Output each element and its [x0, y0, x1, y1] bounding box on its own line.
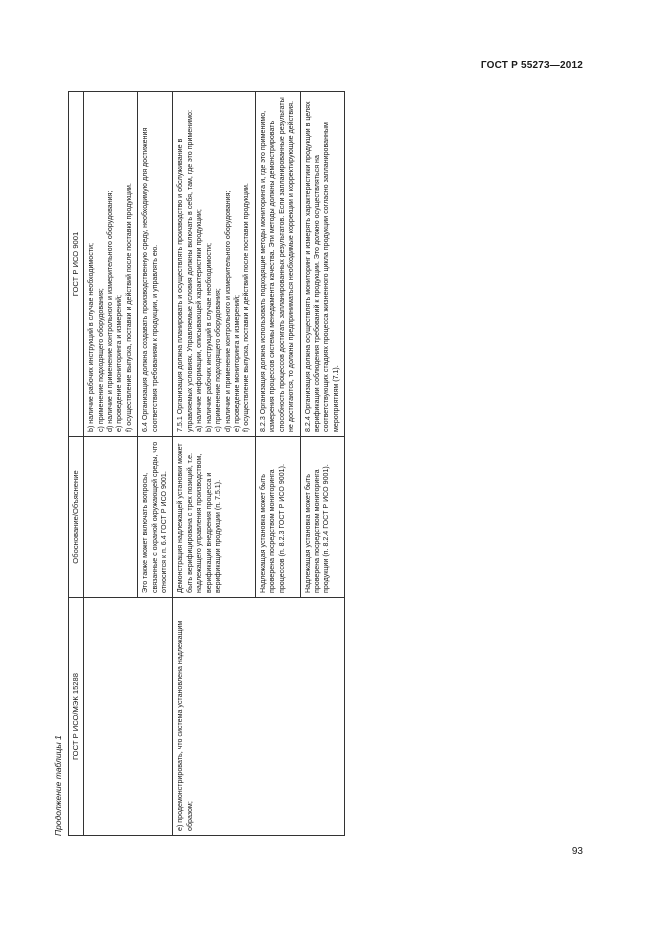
table-caption: Продолжение таблицы 1 [53, 735, 63, 836]
comparison-table [68, 91, 345, 836]
cell-rationale: Надлежащая установка может быть проверена посредством мониторинга продукции (п. 8.2.4 ГОСТ Р ИСО 9001). [300, 437, 345, 598]
list-item: f) осуществление выпуска, поставки и действий после поставки продукции. [124, 183, 133, 432]
cell-9001: 8.2.4 Организация должна осуществлять мониторинг и измерять характеристики продукции в целях верификации соблюдения требований к продукции. Это должно осуществляться на соответствующих стадиях процесса жизненного цикла продукции согласно запланированным мероприятиям (7.1). [300, 92, 345, 437]
cell-15288: е) продемонстрировать, что система установлена надлежащим образом; [173, 598, 345, 836]
cell-15288 [84, 598, 173, 836]
table-row [173, 92, 255, 836]
column-header-rationale: Обоснование/Объяснение [69, 437, 84, 598]
list-item: a) наличие информации, описывающей характеристики продукции; [195, 209, 204, 432]
list-item: 7.5.1 Организация должна планировать и осуществлять производство и обслуживание в управляемых условиях. Управляемые условия должны включать в себя, там, где это применимо: [176, 110, 194, 432]
list-item: c) применение подходящего оборудования; [214, 288, 223, 432]
cell-9001 [84, 92, 138, 437]
cell-rationale [84, 437, 138, 598]
cell-9001: 6.4 Организация должна создавать производственную среду, необходимую для достижения соответствия требованиям к продукции, и управлять ею. [138, 92, 173, 437]
cell-rationale: Надлежащая установка может быть проверена посредством мониторинга процессов (п. 8.2.3 ГОСТ Р ИСО 9001). [255, 437, 300, 598]
list-item: d) наличие и применение контрольного и измерительного оборудования; [105, 190, 114, 432]
rotated-table-area [48, 92, 578, 836]
cell-9001: 8.2.3 Организация должна использовать подходящие методы мониторинга и, где это применимо, измерения процессов системы менеджмента качества. Эти методы должны демонстрировать способность процессов достигать запланированных результатов. Если запланированные результаты не достигаются, то должны предприниматься необходимые коррекции и корректирующие действия. [255, 92, 300, 437]
list-item: e) проведение мониторинга и измерений; [115, 294, 124, 432]
list-item: b) наличие рабочих инструкций в случае необходимости; [204, 243, 213, 432]
column-header-15288: ГОСТ Р ИСО/МЭК 15288 [69, 598, 84, 836]
list-item: d) наличие и применение контрольного и измерительного оборудования; [223, 190, 232, 432]
list-item: b) наличие рабочих инструкций в случае необходимости; [87, 243, 96, 432]
list-item: e) проведение мониторинга и измерений; [233, 294, 241, 432]
cell-9001 [173, 92, 255, 437]
list-item: f) осуществление выпуска, поставки и действий после поставки продукции. [242, 183, 251, 432]
cell-rationale: Демонстрация надлежащей установки может быть верифицирована с трех позиций, т.е. надлежащего управления производством, верификации внедрения процесса и верификации продукции (п. 7.5.1). [173, 437, 255, 598]
list-item: c) применение подходящего оборудования; [96, 288, 105, 432]
table-header-row [69, 92, 84, 836]
column-header-9001: ГОСТ Р ИСО 9001 [69, 92, 84, 437]
document-header: ГОСТ Р 55273—2012 [480, 60, 583, 71]
table-row [84, 92, 138, 836]
page-number: 93 [571, 846, 583, 857]
cell-rationale: Это также может включать вопросы, связанные с охраной окружающей среды, что относится к п. 6.4 ГОСТ Р ИСО 9001. [138, 437, 173, 598]
